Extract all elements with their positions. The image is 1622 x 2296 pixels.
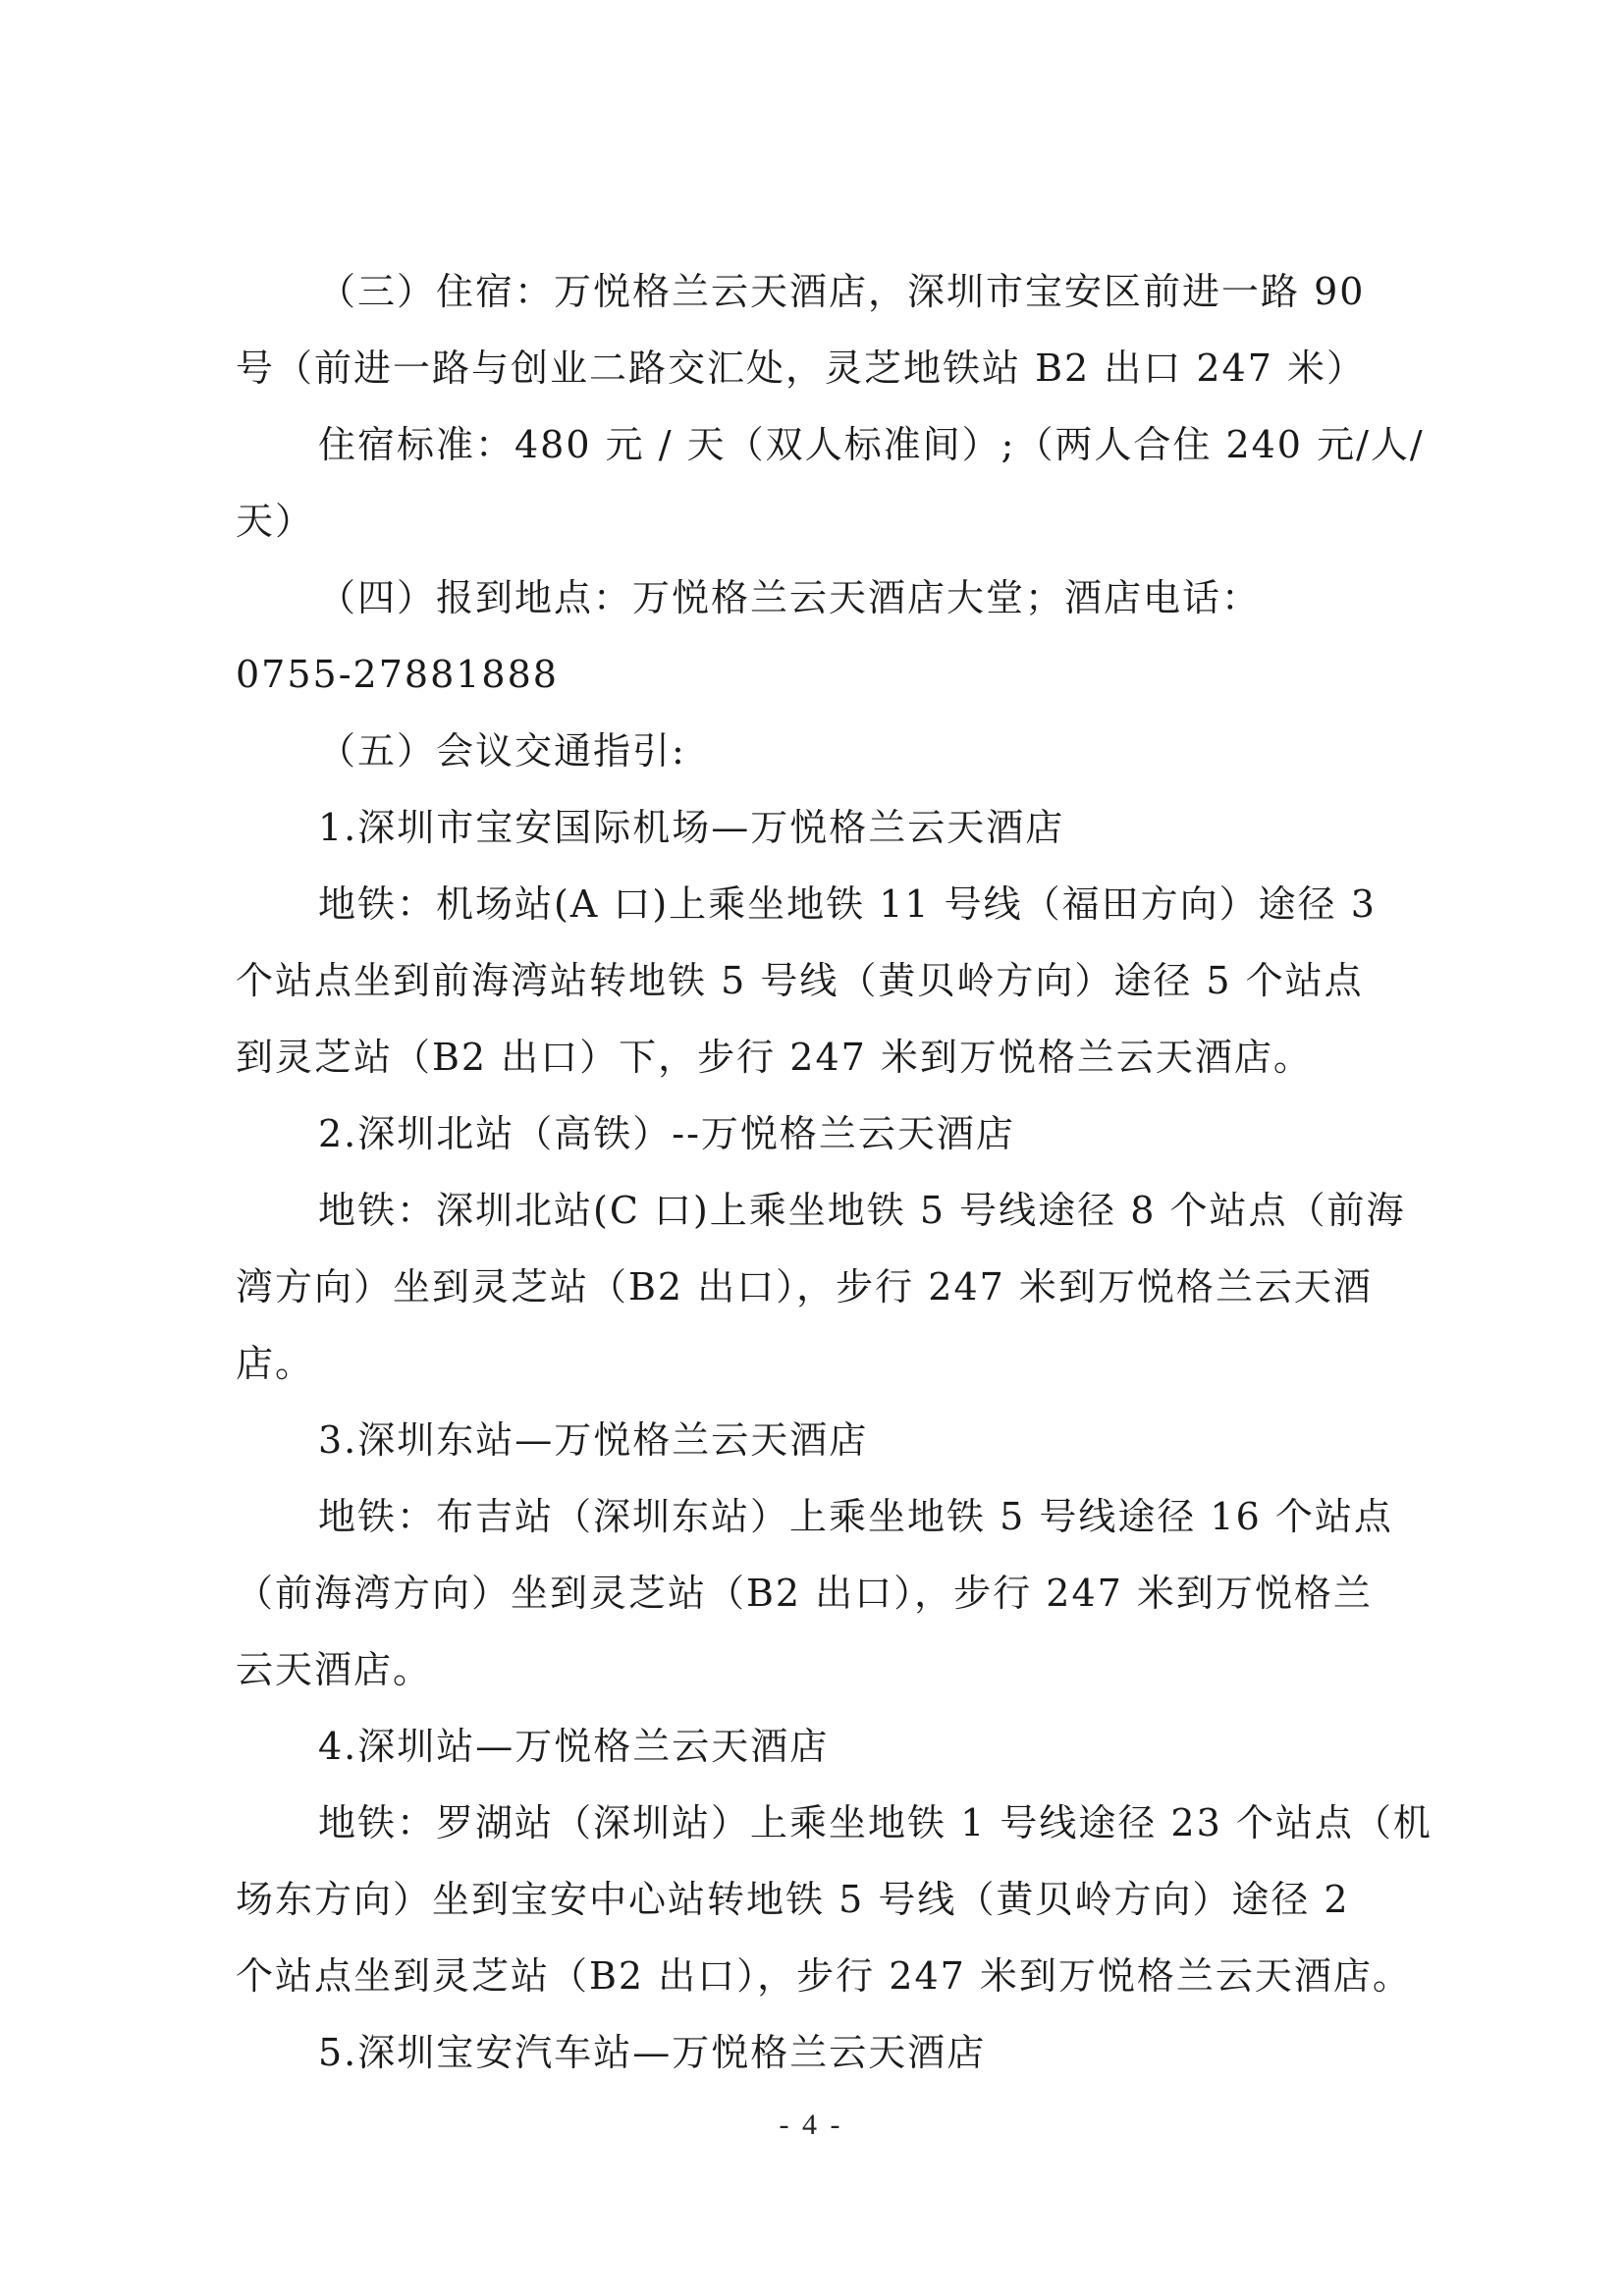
text-line: 0755-27881888 <box>236 653 559 696</box>
route-1-title <box>236 789 1386 866</box>
text-line: 湾方向）坐到灵芝站（B2 出口），步行 247 米到万悦格兰云天酒 <box>236 1265 1373 1308</box>
text-line: 个站点坐到前海湾站转地铁 5 号线（黄贝岭方向）途径 5 个站点 <box>236 959 1364 1002</box>
route-4-title <box>236 1708 1386 1785</box>
text-line: 3.深圳东站—万悦格兰云天酒店 <box>318 1418 869 1462</box>
text-line: 号（前进一路与创业二路交汇处，灵芝地铁站 B2 出口 247 米） <box>236 347 1366 390</box>
text-line: （四）报到地点：万悦格兰云天酒店大堂；酒店电话： <box>318 576 1262 619</box>
text-line: 地铁：罗湖站（深圳站）上乘坐地铁 1 号线途径 23 个站点（机 <box>318 1801 1433 1844</box>
document-body <box>236 253 1433 2091</box>
text-line: （三）住宿：万悦格兰云天酒店，深圳市宝安区前进一路 90 <box>318 270 1366 313</box>
route-3-description <box>236 1478 1393 1708</box>
text-line: 个站点坐到灵芝站（B2 出口），步行 247 米到万悦格兰云天酒店。 <box>236 1954 1412 1998</box>
text-line: 场东方向）坐到宝安中心站转地铁 5 号线（黄贝岭方向）途径 2 <box>236 1878 1350 1921</box>
text-line: 4.深圳站—万悦格兰云天酒店 <box>318 1725 830 1768</box>
text-line: 地铁：布吉站（深圳东站）上乘坐地铁 5 号线途径 16 个站点 <box>318 1495 1393 1538</box>
text-line: 5.深圳宝安汽车站—万悦格兰云天酒店 <box>318 2031 987 2074</box>
text-line: 1.深圳市宝安国际机场—万悦格兰云天酒店 <box>318 806 1065 849</box>
route-5-title <box>236 2014 1386 2091</box>
route-4-description <box>236 1785 1433 2014</box>
route-2-description <box>236 1172 1406 1402</box>
transport-heading <box>236 713 1386 789</box>
text-line: 云天酒店。 <box>236 1648 433 1691</box>
accommodation-standard-paragraph <box>236 406 1425 560</box>
accommodation-paragraph <box>236 253 1386 406</box>
text-line: （前海湾方向）坐到灵芝站（B2 出口），步行 247 米到万悦格兰 <box>236 1572 1373 1615</box>
text-line: 2.深圳北站（高铁）--万悦格兰云天酒店 <box>318 1112 1015 1155</box>
registration-paragraph <box>236 560 1386 713</box>
route-2-title <box>236 1095 1386 1172</box>
route-3-title <box>236 1402 1386 1478</box>
route-1-description <box>236 866 1386 1095</box>
text-line: 店。 <box>236 1342 315 1385</box>
text-line: 住宿标准：480 元 / 天（双人标准间）;（两人合住 240 元/人/ <box>318 423 1425 466</box>
text-line: （五）会议交通指引: <box>318 729 686 773</box>
text-line: 地铁：机场站(A 口)上乘坐地铁 11 号线（福田方向）途径 3 <box>318 882 1377 926</box>
text-line: 天） <box>236 500 315 543</box>
page-number: - 4 - <box>779 2109 843 2141</box>
text-line: 到灵芝站（B2 出口）下，步行 247 米到万悦格兰云天酒店。 <box>236 1036 1313 1079</box>
text-line: 地铁：深圳北站(C 口)上乘坐地铁 5 号线途径 8 个站点（前海 <box>318 1189 1406 1232</box>
